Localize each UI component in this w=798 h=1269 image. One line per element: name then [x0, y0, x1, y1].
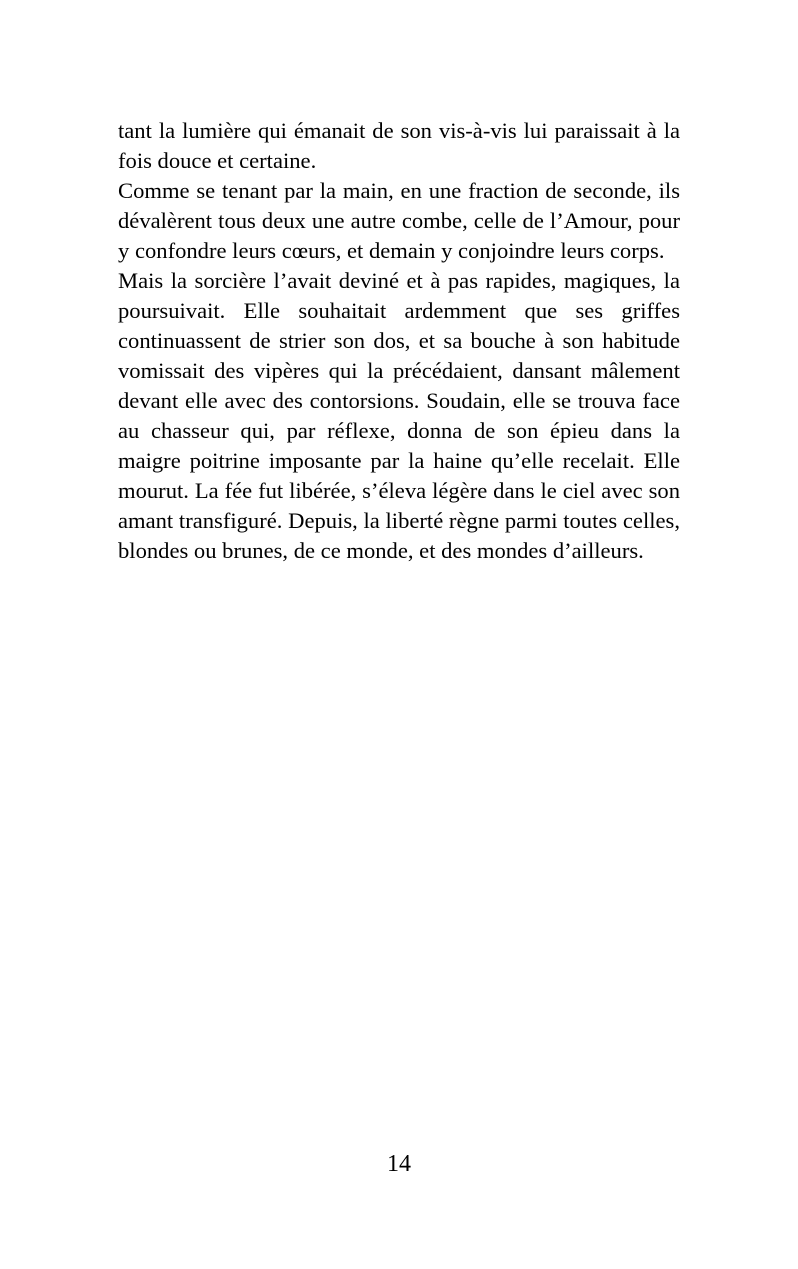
paragraph: Comme se tenant par la main, en une fraction de seconde, ils dévalèrent tous deux une autre combe, celle de l’Amour, pour y confondre leurs cœurs, et demain y conjoindre leurs corps. — [118, 178, 680, 263]
paragraph: Mais la sorcière l’avait deviné et à pas rapides, magiques, la poursuivait. Elle souhaitait ardemment que ses griffes continuassent de strier son dos, et sa bouche à son habitude vomissait des vipères qui la précédaient, dansant mâlement devant elle avec des contorsions. Soudain, elle se trouva face au chasseur qui, par réflexe, donna de son épieu dans la maigre poitrine imposante par la haine qu’elle recelait. Elle mourut. La fée fut libérée, s’éleva légère dans le ciel avec son amant transfiguré. Depuis, la liberté règne parmi toutes celles, blondes ou brunes, de ce monde, et des mondes d’ailleurs. — [118, 268, 680, 563]
page-number: 14 — [387, 1151, 411, 1177]
body-text — [118, 116, 680, 566]
paragraph: tant la lumière qui émanait de son vis-à-vis lui paraissait à la fois douce et certaine. — [118, 118, 680, 173]
